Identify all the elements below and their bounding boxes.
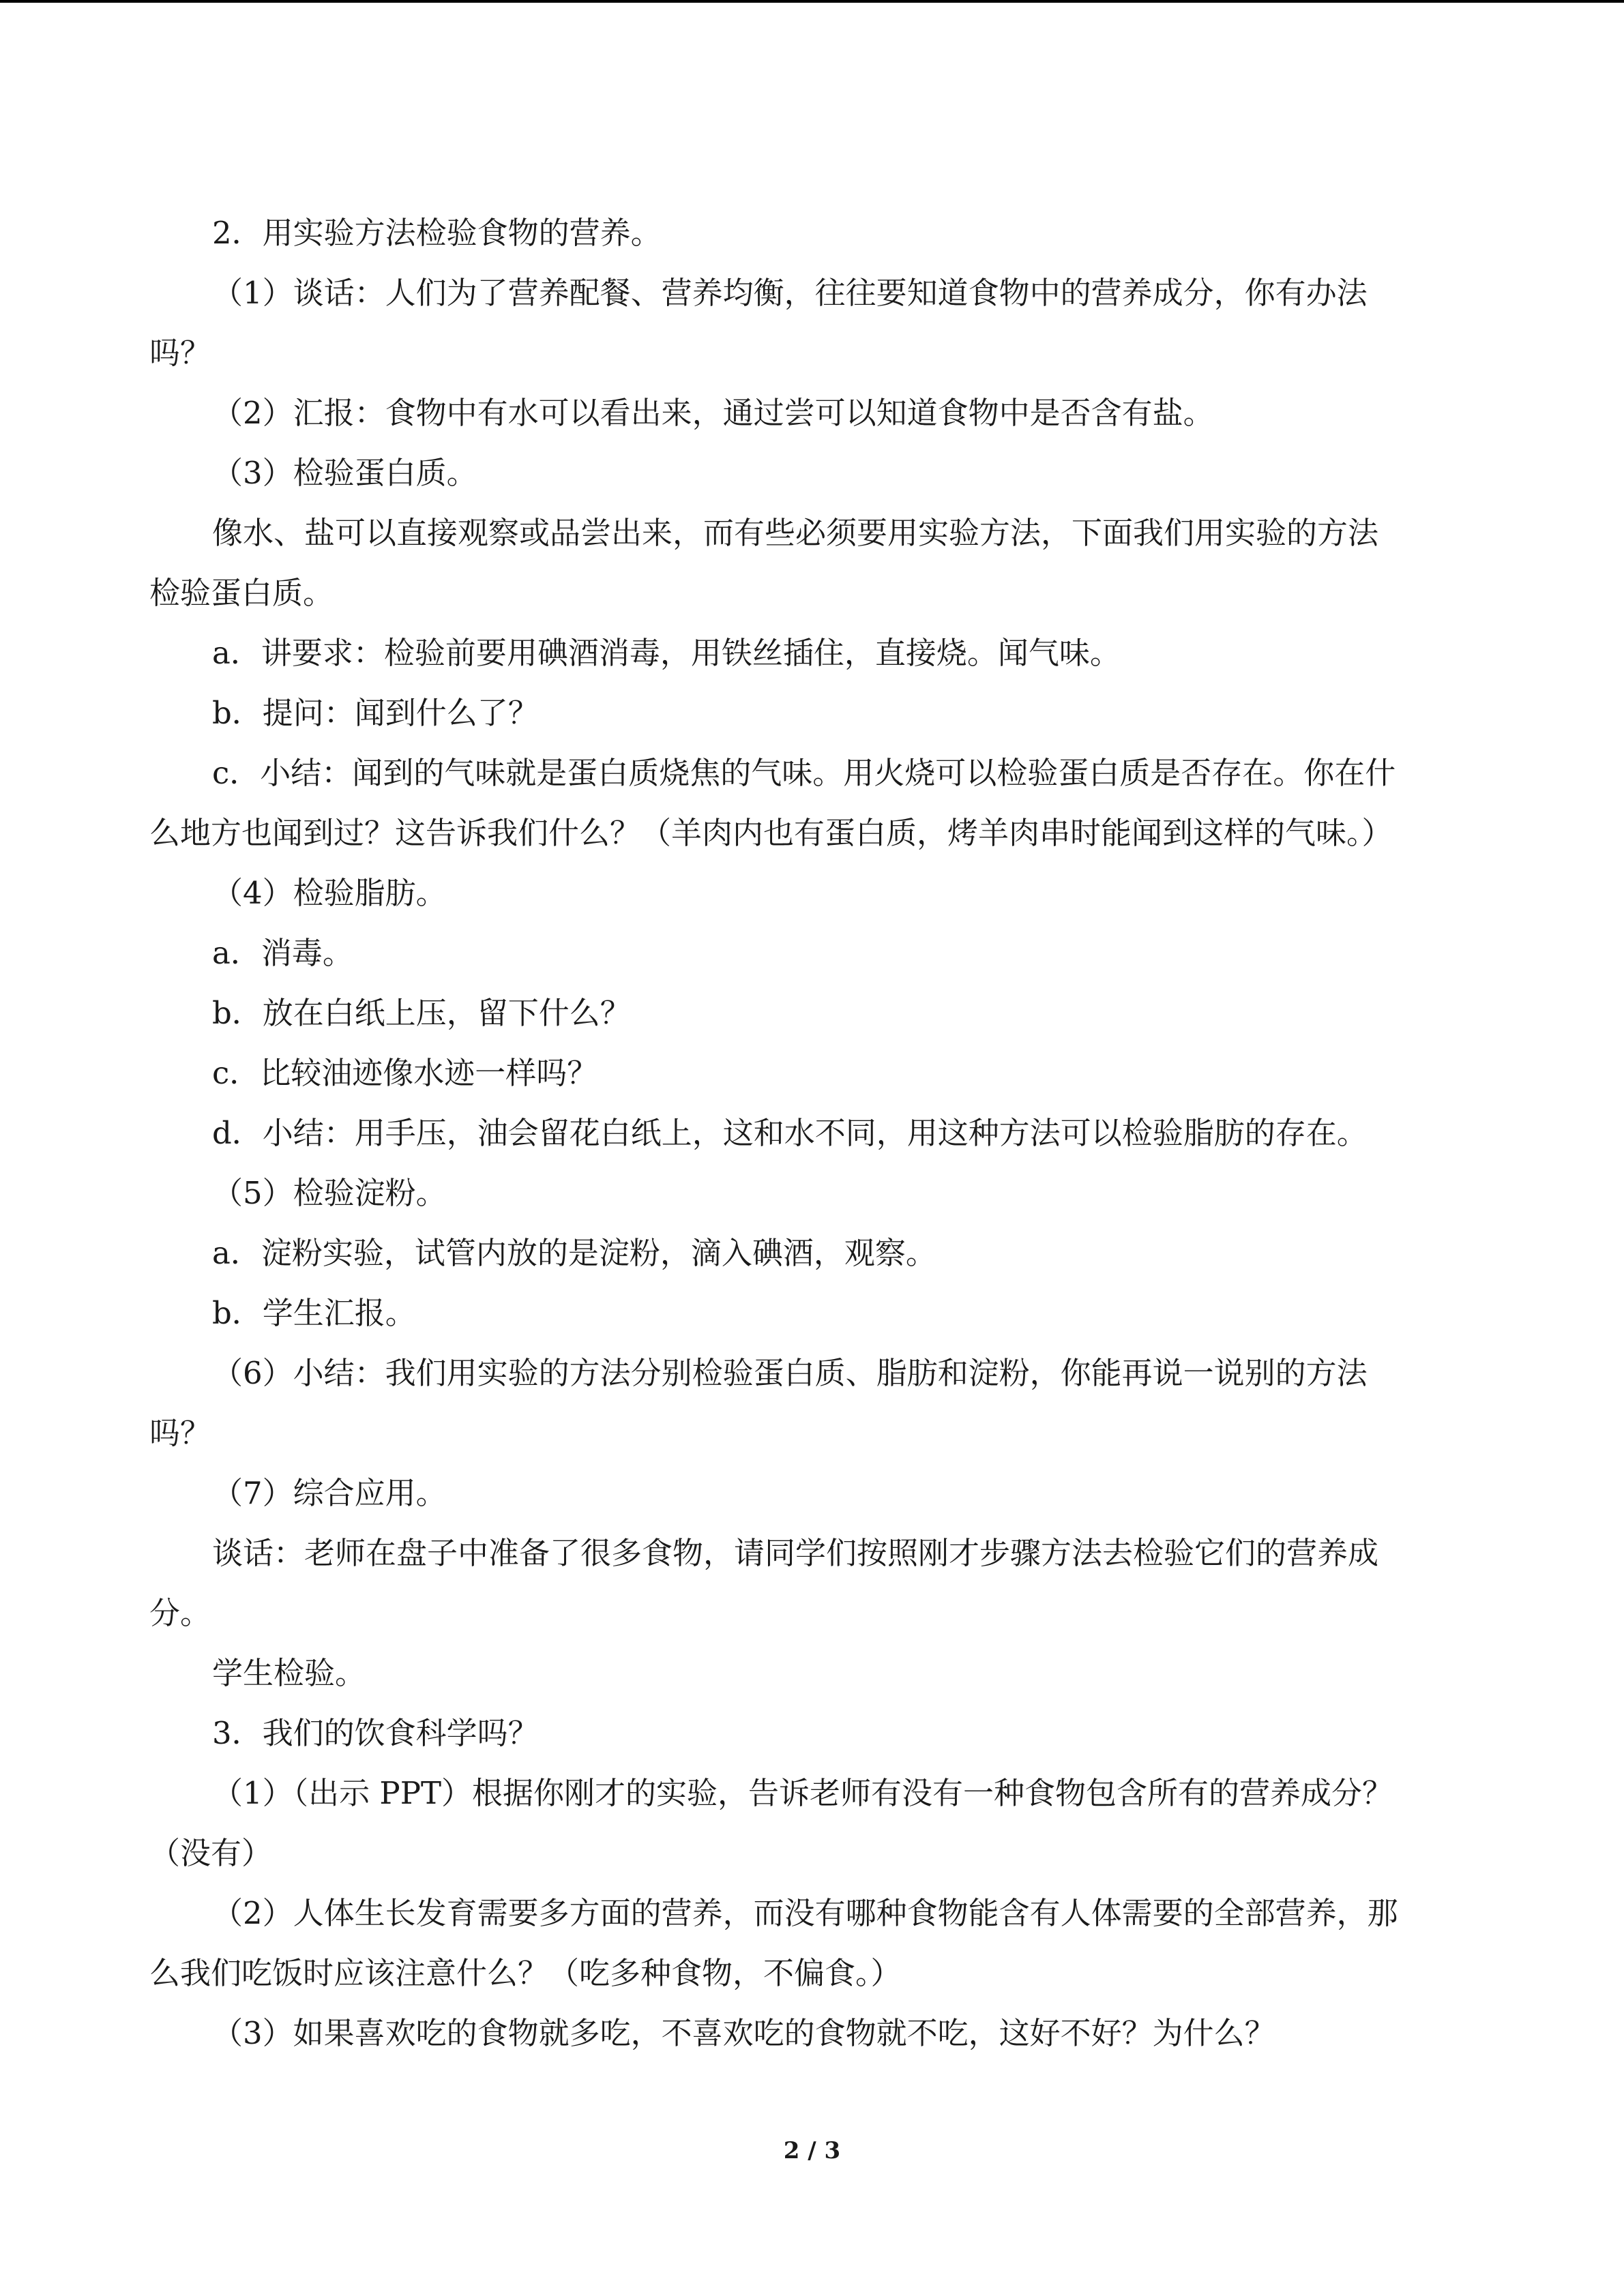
paragraph-line: （6）小结：我们用实验的方法分别检验蛋白质、脂肪和淀粉，你能再说一说别的方法 (212, 1355, 1368, 1391)
paragraph-line: 么我们吃饭时应该注意什么？（吃多种食物，不偏食。） (149, 1955, 902, 1991)
paragraph-line: （5）检验淀粉。 (212, 1175, 447, 1211)
paragraph-line: 分。 (149, 1595, 211, 1631)
paragraph-line: （没有） (149, 1835, 273, 1871)
paragraph-line: b．放在白纸上压，留下什么？ (212, 995, 631, 1031)
paragraph-line: 么地方也闻到过？这告诉我们什么？（羊肉内也有蛋白质，烤羊肉串时能闻到这样的气味。） (149, 815, 1393, 851)
paragraph-line: d．小结：用手压，油会留花白纸上，这和水不同，用这种方法可以检验脂肪的存在。 (212, 1115, 1368, 1151)
paragraph-line: （3）如果喜欢吃的食物就多吃，不喜欢吃的食物就不吃，这好不好？为什么？ (212, 2015, 1275, 2051)
section-heading: 2．用实验方法检验食物的营养。 (212, 215, 662, 251)
page-number: 2 / 3 (783, 2137, 841, 2164)
paragraph-line: a．消毒。 (212, 935, 353, 971)
paragraph-line: a．讲要求：检验前要用碘酒消毒，用铁丝插住，直接烧。闻气味。 (212, 635, 1121, 671)
paragraph-line: b．学生汇报。 (212, 1295, 416, 1331)
paragraph-line: 吗？ (149, 1415, 211, 1451)
paragraph-line: c．比较油迹像水迹一样吗？ (212, 1055, 598, 1091)
paragraph-line: 检验蛋白质。 (149, 575, 334, 611)
paragraph-line: 像水、盐可以直接观察或品尝出来，而有些必须要用实验方法，下面我们用实验的方法 (212, 515, 1379, 551)
paragraph-line: a．淀粉实验，试管内放的是淀粉，滴入碘酒，观察。 (212, 1235, 936, 1271)
paragraph-line: （7）综合应用。 (212, 1475, 447, 1511)
paragraph-line: （4）检验脂肪。 (212, 875, 447, 911)
paragraph-line: （1）（出示 PPT）根据你刚才的实验，告诉老师有没有一种食物包含所有的营养成分？ (212, 1775, 1393, 1811)
paragraph-line: （2）人体生长发育需要多方面的营养，而没有哪种食物能含有人体需要的全部营养，那 (212, 1895, 1398, 1931)
paragraph-line: c．小结：闻到的气味就是蛋白质烧焦的气味。用火烧可以检验蛋白质是否存在。你在什 (212, 755, 1396, 791)
paragraph-line: （3）检验蛋白质。 (212, 455, 477, 491)
paragraph-line: b．提问：闻到什么了？ (212, 695, 539, 731)
paragraph-line: （2）汇报：食物中有水可以看出来，通过尝可以知道食物中是否含有盐。 (212, 395, 1214, 431)
paragraph-line: 谈话：老师在盘子中准备了很多食物，请同学们按照刚才步骤方法去检验它们的营养成 (212, 1535, 1379, 1571)
paragraph-line: 学生检验。 (212, 1655, 366, 1691)
paragraph-line: （1）谈话：人们为了营养配餐、营养均衡，往往要知道食物中的营养成分，你有办法 (212, 275, 1368, 311)
paragraph-line: 吗？ (149, 335, 211, 371)
section-heading: 3．我们的饮食科学吗？ (212, 1715, 539, 1751)
